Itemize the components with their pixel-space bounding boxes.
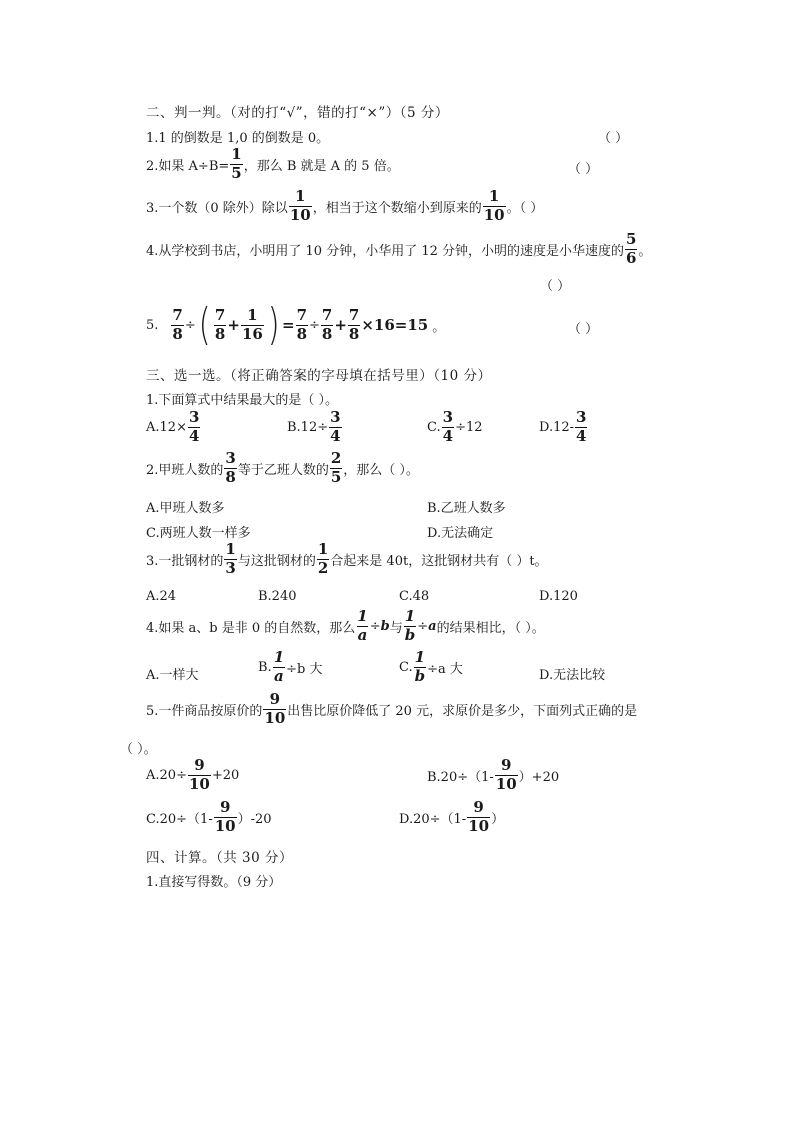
option-label: C.20÷（1- xyxy=(146,811,213,827)
fraction-numerator: 3 xyxy=(330,408,341,426)
fraction-denominator: 8 xyxy=(214,324,226,343)
q3-2-option-c[interactable]: C.两班人数一样多 xyxy=(146,526,251,541)
fraction xyxy=(224,542,236,577)
fraction-numerator: 3 xyxy=(188,408,200,426)
fraction-numerator: 1 xyxy=(404,607,416,625)
divide-sign: ÷ xyxy=(309,317,320,333)
fraction xyxy=(329,410,341,445)
fraction xyxy=(404,609,417,644)
option-post: ） xyxy=(491,811,505,827)
q3-2 xyxy=(146,451,419,486)
q2-3-post: 。（ ） xyxy=(506,200,544,216)
fraction-denominator: 8 xyxy=(172,324,183,343)
q3-5 xyxy=(146,692,637,727)
q3-5-option-d[interactable] xyxy=(399,800,504,835)
fraction-numerator: 1 xyxy=(317,540,329,558)
option-post: ÷a 大 xyxy=(427,661,463,677)
plus-sign: + xyxy=(334,316,347,334)
q2-3-mid: ，相当于这个数缩小到原来的 xyxy=(312,200,482,216)
q3-1-option-c[interactable] xyxy=(427,410,483,445)
q3-2-post: ，那么（ ）。 xyxy=(343,462,419,478)
fraction-denominator: a xyxy=(274,666,284,685)
fraction-denominator: 10 xyxy=(495,774,517,793)
fraction-numerator: 1 xyxy=(414,648,426,666)
fraction-denominator: 5 xyxy=(330,467,342,486)
fraction-numerator: 9 xyxy=(269,690,281,708)
fraction-numerator: 7 xyxy=(172,305,183,324)
q3-5-post: 出售比原价降低了 20 元，求原价是多少，下面列式正确的是 xyxy=(287,703,638,719)
fraction xyxy=(214,800,237,835)
q2-4-blank[interactable]: （ ） xyxy=(540,279,571,294)
fraction xyxy=(188,758,211,793)
q3-3-option-c[interactable]: C.48 xyxy=(399,589,430,604)
fraction-numerator: 9 xyxy=(194,756,205,774)
fraction-denominator: 10 xyxy=(214,816,236,835)
fraction xyxy=(214,305,226,343)
q3-4-option-b[interactable] xyxy=(258,650,322,685)
q3-3-post: 合起来是 40t，这批钢材共有（ ）t。 xyxy=(330,553,548,569)
plus-sign: + xyxy=(227,316,240,334)
divide-sign: ÷ xyxy=(184,317,196,333)
section-2-title: 二、判一判。（对的打“√”，错的打“×”）（5 分） xyxy=(146,105,449,121)
q3-1-option-d[interactable] xyxy=(539,410,588,445)
fraction-denominator: 8 xyxy=(225,467,236,486)
q3-1-text: 1.下面算式中结果最大的是（ ）。 xyxy=(146,393,339,408)
fraction xyxy=(356,609,368,644)
fraction-denominator: a xyxy=(357,625,368,644)
fraction xyxy=(289,189,312,224)
fraction-denominator: 4 xyxy=(442,426,454,445)
fraction-numerator: 1 xyxy=(225,540,236,558)
fraction-numerator: 9 xyxy=(473,798,484,816)
option-post: ÷b 大 xyxy=(286,661,323,677)
q3-1-option-b[interactable] xyxy=(287,410,343,445)
fraction-denominator: 8 xyxy=(348,324,360,343)
q2-4 xyxy=(146,232,651,267)
fraction xyxy=(330,451,342,486)
q2-3 xyxy=(146,189,543,224)
fraction xyxy=(467,800,490,835)
q3-1-option-a[interactable] xyxy=(146,410,201,445)
q2-5-blank[interactable]: （ ） xyxy=(568,322,599,337)
fraction-denominator: 10 xyxy=(468,816,490,835)
fraction-denominator: 6 xyxy=(626,248,637,267)
q3-3-option-b[interactable]: B.240 xyxy=(258,589,297,604)
section-4-title: 四、计算。（共 30 分） xyxy=(146,850,294,866)
q3-5-option-c[interactable] xyxy=(146,800,272,835)
fraction-numerator: 3 xyxy=(576,408,587,426)
fraction-denominator: 10 xyxy=(264,708,286,727)
fraction-numerator: 3 xyxy=(442,408,454,426)
fraction xyxy=(188,410,200,445)
q2-2-blank[interactable]: （ ） xyxy=(568,162,599,177)
fraction xyxy=(241,305,264,343)
fraction-denominator: 2 xyxy=(317,558,329,577)
q3-4-option-c[interactable] xyxy=(399,650,463,685)
option-label: B.12÷ xyxy=(287,419,329,435)
q3-5-option-b[interactable] xyxy=(427,758,559,793)
fraction-numerator: 1 xyxy=(295,187,306,205)
fraction xyxy=(321,305,333,343)
fraction-denominator: 5 xyxy=(231,163,242,182)
q3-2-pre: 2.甲班人数的 xyxy=(146,462,224,478)
fraction xyxy=(224,451,236,486)
fraction-numerator: 7 xyxy=(321,305,333,324)
option-label: D.20÷（1- xyxy=(399,811,467,827)
q2-2-post: ，那么 B 就是 A 的 5 倍。 xyxy=(243,158,400,174)
q3-5-cont: （ ）。 xyxy=(120,742,157,757)
q3-5-option-a[interactable] xyxy=(146,758,239,793)
fraction-denominator: 10 xyxy=(483,205,505,224)
fraction-numerator: 9 xyxy=(219,798,231,816)
fraction-denominator: 4 xyxy=(576,426,587,445)
fraction-numerator: 7 xyxy=(348,305,360,324)
q2-2-pre: 2.如果 A÷B= xyxy=(146,158,230,174)
q3-3 xyxy=(146,542,548,577)
option-label: B.20÷（1- xyxy=(427,769,494,785)
option-label: C. xyxy=(427,419,441,435)
fraction xyxy=(414,650,427,685)
fraction xyxy=(442,410,454,445)
fraction-numerator: 9 xyxy=(501,756,512,774)
q3-4-option-d[interactable]: D.无法比较 xyxy=(539,668,606,683)
q2-5-num: 5. xyxy=(146,317,159,333)
fraction xyxy=(483,189,506,224)
option-post: ）+20 xyxy=(518,769,560,785)
q3-2-option-a[interactable]: A.甲班人数多 xyxy=(146,501,225,516)
variable: a xyxy=(428,618,437,634)
option-label: A.20÷ xyxy=(146,767,187,783)
q2-4-post: 。 xyxy=(638,243,652,259)
q2-3-pre: 3.一个数（0 除外）除以 xyxy=(146,200,288,216)
q2-2 xyxy=(146,147,400,182)
q3-2-option-b[interactable]: B.乙班人数多 xyxy=(427,501,506,516)
fraction xyxy=(263,692,286,727)
q2-1-text: 1.1 的倒数是 1,0 的倒数是 0。 xyxy=(146,131,330,146)
q3-4-post: 的结果相比，（ ）。 xyxy=(436,620,545,636)
q2-5-end: 。 xyxy=(432,319,446,335)
fraction-numerator: 3 xyxy=(225,449,236,467)
fraction-denominator: 3 xyxy=(225,558,236,577)
q2-4-pre: 4.从学校到书店，小明用了 10 分钟，小华用了 12 分钟，小明的速度是小华速度的 xyxy=(146,243,625,259)
fraction xyxy=(495,758,518,793)
left-paren: ( xyxy=(198,299,211,350)
fraction xyxy=(575,410,587,445)
q3-3-option-a[interactable]: A.24 xyxy=(146,589,177,604)
fraction-denominator: 4 xyxy=(330,426,341,445)
q3-3-option-d[interactable]: D.120 xyxy=(539,589,578,604)
q4-1-text: 1.直接写得数。（9 分） xyxy=(146,875,282,890)
variable: b xyxy=(380,618,390,634)
fraction-denominator: 8 xyxy=(296,324,307,343)
option-label: B. xyxy=(258,659,272,675)
option-label: D.12- xyxy=(539,419,575,435)
fraction-numerator: 7 xyxy=(296,305,307,324)
equals-sign: = xyxy=(281,316,295,334)
q3-2-option-d[interactable]: D.无法确定 xyxy=(427,526,494,541)
q3-4-and: 与 xyxy=(389,620,403,636)
q2-5-tail: ×16=15 xyxy=(361,316,429,334)
option-label: C. xyxy=(399,659,413,675)
option-post: ÷12 xyxy=(455,419,483,435)
q3-3-mid: 与这批钢材的 xyxy=(237,553,316,569)
option-post: ）-20 xyxy=(237,811,272,827)
fraction-numerator: 7 xyxy=(214,305,226,324)
fraction-denominator: b xyxy=(404,625,416,644)
q3-3-pre: 3.一批钢材的 xyxy=(146,553,224,569)
fraction-numerator: 2 xyxy=(330,449,342,467)
fraction-denominator: 4 xyxy=(188,426,200,445)
divide-sign: ÷ xyxy=(369,618,381,634)
divide-sign: ÷ xyxy=(417,618,429,634)
fraction xyxy=(171,305,183,343)
fraction-numerator: 1 xyxy=(231,145,242,163)
fraction-numerator: 5 xyxy=(626,230,637,248)
fraction xyxy=(230,147,242,182)
fraction-numerator: 1 xyxy=(273,648,285,666)
fraction xyxy=(317,542,329,577)
fraction-denominator: 16 xyxy=(241,324,263,343)
fraction-denominator: 10 xyxy=(289,205,311,224)
section-3-title: 三、选一选。（将正确答案的字母填在括号里）（10 分） xyxy=(146,368,492,384)
fraction-numerator: 1 xyxy=(488,187,500,205)
q2-5 xyxy=(146,299,446,350)
fraction-numerator: 1 xyxy=(247,305,258,324)
fraction-denominator: b xyxy=(414,666,426,685)
fraction xyxy=(273,650,285,685)
q3-4-pre: 4.如果 a、b 是非 0 的自然数，那么 xyxy=(146,620,356,636)
option-label: A.12× xyxy=(146,419,187,435)
fraction-denominator: 8 xyxy=(321,324,333,343)
q2-1-blank[interactable]: （ ） xyxy=(598,131,629,146)
q3-2-mid: 等于乙班人数的 xyxy=(237,462,329,478)
fraction-denominator: 10 xyxy=(188,774,210,793)
fraction xyxy=(348,305,360,343)
q3-5-pre: 5.一件商品按原价的 xyxy=(146,703,263,719)
q3-4 xyxy=(146,609,545,644)
fraction xyxy=(296,305,308,343)
option-post: +20 xyxy=(211,767,240,783)
fraction-numerator: 1 xyxy=(357,607,368,625)
right-paren: ) xyxy=(267,299,280,350)
fraction xyxy=(625,232,637,267)
q3-4-option-a[interactable]: A.一样大 xyxy=(146,668,199,683)
